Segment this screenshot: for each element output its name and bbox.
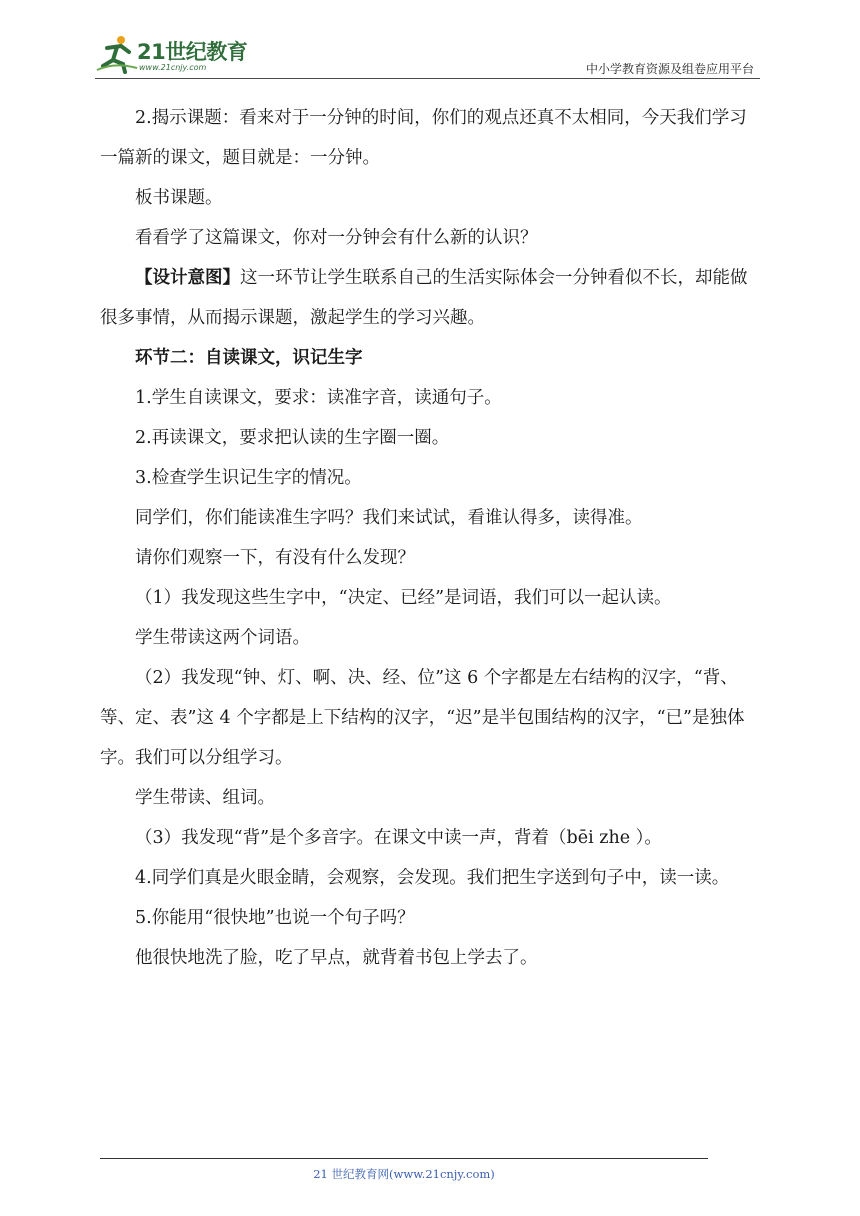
- design-intent-paragraph: [100, 258, 760, 338]
- page-header: [95, 30, 760, 78]
- paragraph-15: （3）我发现“背”是个多音字。在课文中读一声，背着（bēi zhe ）。: [135, 828, 662, 848]
- paragraph-16: 4.同学们真是火眼金睛，会观察，会发现。我们把生字送到句子中，读一读。: [135, 868, 730, 888]
- platform-name: 中小学教育资源及组卷应用平台: [585, 62, 754, 76]
- paragraph-8: 3.检查学生识记生字的情况。: [135, 468, 362, 488]
- footer-divider: [100, 1158, 708, 1159]
- site-logo: [95, 34, 270, 74]
- paragraph-14: 学生带读、组词。: [135, 788, 275, 808]
- design-intent-text: 这一环节让学生联系自己的生活实际体会一分钟看似不长，却能做很多事情，从而揭示课题，激起学生的学习兴趣。: [100, 268, 748, 328]
- paragraph-9: 同学们，你们能读准生字吗？我们来试试，看谁认得多，读得准。: [135, 508, 643, 528]
- paragraph-18: 他很快地洗了脸，吃了早点，就背着书包上学去了。: [135, 948, 538, 968]
- header-divider: [95, 78, 760, 79]
- paragraph-10: 请你们观察一下，有没有什么发现？: [135, 548, 415, 568]
- paragraph-3: 看看学了这篇课文，你对一分钟会有什么新的认识？: [135, 228, 538, 248]
- running-figure-logo-icon: [95, 34, 139, 74]
- section-heading: 环节二：自读课文，识记生字: [135, 348, 363, 368]
- paragraph-1: 2.揭示课题：看来对于一分钟的时间，你们的观点还真不太相同，今天我们学习一篇新的课文，题目就是：一分钟。: [100, 108, 747, 168]
- document-body: [100, 98, 760, 978]
- logo-title: 21世纪教育: [137, 40, 248, 64]
- paragraph-6: 1.学生自读课文，要求：读准字音，读通句子。: [135, 388, 502, 408]
- logo-url: www.21cnjy.com: [139, 63, 207, 72]
- paragraph-7: 2.再读课文，要求把认读的生字圈一圈。: [135, 428, 450, 448]
- paragraph-13: （2）我发现“钟、灯、啊、决、经、位”这 6 个字都是左右结构的汉字，“背、等、定、表”这 4 个字都是上下结构的汉字，“迟”是半包围结构的汉字，“已”是独体字。我们可以分组学习。: [100, 668, 745, 768]
- paragraph-17: 5.你能用“很快地”也说一个句子吗？: [135, 908, 415, 928]
- paragraph-11: （1）我发现这些生字中，“决定、已经”是词语，我们可以一起认读。: [135, 588, 672, 608]
- page-footer: 21 世纪教育网(www.21cnjy.com): [313, 1167, 495, 1181]
- paragraph-12: 学生带读这两个词语。: [135, 628, 310, 648]
- paragraph-2: 板书课题。: [135, 188, 223, 208]
- design-intent-label: 【设计意图】: [135, 268, 240, 288]
